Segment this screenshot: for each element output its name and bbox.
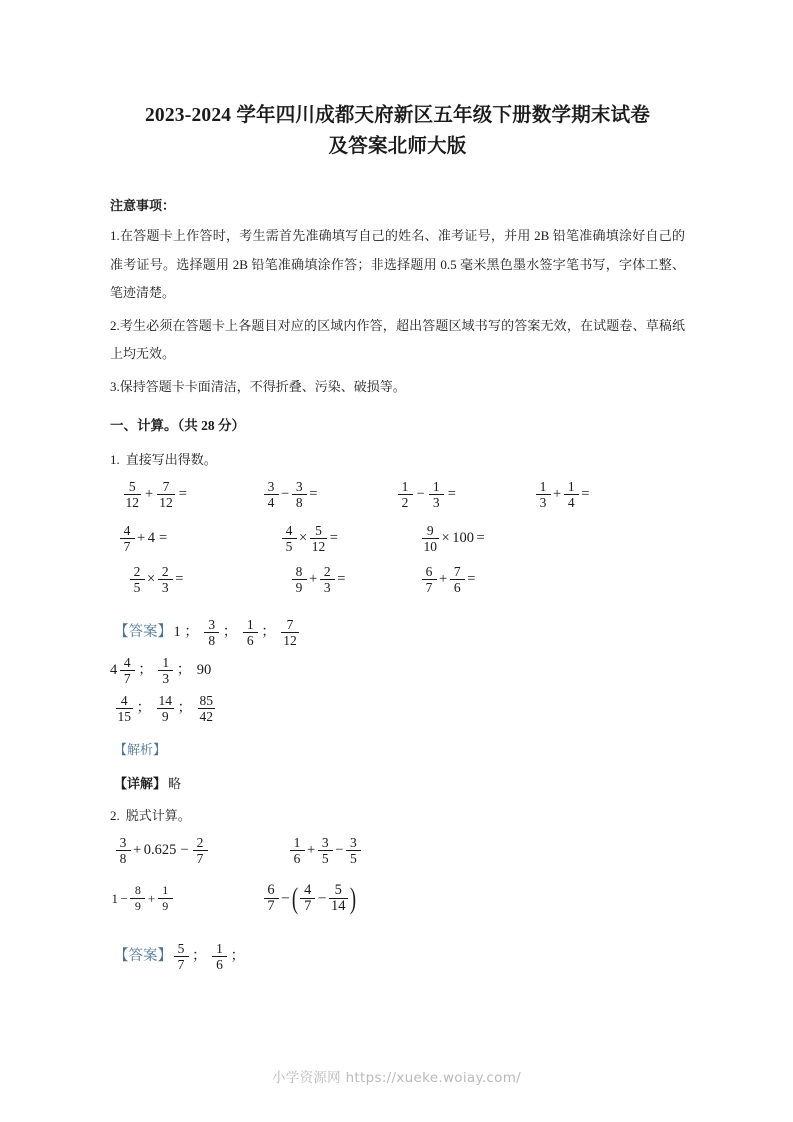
- q2-expr-1: [114, 835, 209, 866]
- fraction-denominator: 7: [123, 670, 131, 686]
- equals-sign: =: [309, 486, 318, 503]
- separator: ；: [222, 624, 238, 641]
- q1-detail-line: [110, 771, 685, 793]
- q2-expression-row-1: [110, 835, 685, 883]
- fraction-denominator: 6: [246, 632, 254, 648]
- separator: ；: [230, 948, 245, 965]
- fraction-numerator: 8: [134, 882, 141, 897]
- operator: −: [335, 842, 344, 859]
- q1-expr-7: [420, 523, 486, 554]
- answer-tag: 【答案】: [114, 624, 172, 641]
- fraction-denominator: 3: [162, 670, 170, 686]
- footer-watermark: 小学资源网 https://xueke.woiay.com/: [271, 1070, 522, 1086]
- fraction-numerator: 1: [246, 616, 254, 632]
- operator: −: [180, 842, 189, 859]
- fraction-denominator: 7: [267, 897, 275, 914]
- equals-sign: =: [447, 486, 456, 503]
- fraction: [318, 835, 333, 866]
- fraction-denominator: 12: [311, 538, 326, 554]
- fraction-denominator: 7: [123, 538, 131, 554]
- separator: ；: [176, 662, 192, 679]
- fraction: [157, 693, 175, 724]
- fraction-numerator: 4: [123, 654, 131, 670]
- equals-sign: =: [581, 486, 590, 503]
- equals-sign: =: [476, 530, 485, 547]
- q2-expression-row-2: [110, 883, 685, 933]
- fraction-numerator: 3: [267, 478, 275, 494]
- fraction: [281, 617, 299, 648]
- fraction-denominator: 10: [423, 538, 437, 554]
- decimal-operand: 0.625: [143, 842, 177, 859]
- operator: +: [307, 842, 316, 859]
- equals-sign: =: [178, 486, 187, 503]
- detail-tag: 【详解】: [114, 775, 167, 791]
- q1-expression-row-2: [110, 523, 685, 564]
- fraction-numerator: 85: [199, 692, 213, 708]
- fraction: [564, 479, 579, 510]
- q2-answer-line: [110, 941, 685, 981]
- fraction-numerator: 9: [426, 522, 434, 538]
- equals-sign: =: [175, 571, 184, 588]
- operator: −: [416, 486, 425, 503]
- operator: +: [439, 571, 448, 588]
- separator: ；: [138, 662, 153, 679]
- fraction-denominator: 14: [331, 897, 346, 914]
- mixed-number: [110, 655, 136, 686]
- page-title: [110, 0, 685, 162]
- fraction-numerator: 3: [119, 834, 127, 850]
- fraction: [157, 479, 175, 510]
- equals-sign: =: [158, 530, 168, 547]
- fraction: [120, 655, 135, 686]
- fraction: [264, 479, 279, 510]
- q1-expression-row-3: [110, 564, 685, 605]
- fraction-denominator: 8: [208, 632, 216, 648]
- fraction: [536, 479, 551, 510]
- fraction-numerator: 3: [350, 834, 357, 850]
- fraction: [158, 655, 173, 686]
- question-2-label: [110, 805, 685, 827]
- q1-answer-line-1-content: [114, 617, 300, 648]
- notice-item-3: 3.保持答题卡卡面清洁，不得折叠、污染、破损等。: [110, 378, 406, 394]
- fraction-numerator: 6: [267, 881, 275, 898]
- fraction-denominator: 15: [117, 708, 131, 724]
- fraction-denominator: 42: [199, 708, 213, 724]
- equals-sign: =: [337, 571, 346, 588]
- q1-answer-line-3: [110, 693, 685, 731]
- fraction: [450, 564, 465, 595]
- fraction: [124, 479, 142, 510]
- fraction-numerator: 7: [286, 616, 294, 632]
- fraction: [130, 883, 145, 914]
- fraction: [346, 835, 361, 866]
- q1-expr-3: [396, 479, 458, 510]
- analysis-tag: 【解析】: [114, 741, 167, 757]
- fraction-numerator: 1: [539, 478, 547, 494]
- fraction-numerator: 1: [432, 478, 440, 494]
- fraction: [116, 835, 131, 866]
- fraction: [264, 883, 279, 914]
- q1-expression-row-1: [110, 479, 685, 523]
- operand: 4: [147, 530, 155, 547]
- operator: ×: [147, 571, 156, 588]
- q2-answer-content: [114, 941, 249, 972]
- q1-answer-line-1: [110, 617, 685, 655]
- operand: 1: [111, 891, 118, 906]
- separator: ；: [261, 624, 276, 641]
- fraction-denominator: 12: [283, 632, 297, 648]
- equals-sign: =: [467, 571, 476, 588]
- fraction-denominator: 7: [196, 850, 204, 866]
- fraction-denominator: 8: [119, 850, 127, 866]
- fraction: [422, 523, 440, 554]
- fraction-denominator: 7: [425, 579, 433, 595]
- notice-item-2: 2.考生必须在答题卡上各题目对应的区域内作答，超出答题区域书写的答案无效，在试题卷、草稿纸上均无效。: [110, 317, 685, 361]
- q1-answer-line-2-content: [110, 655, 213, 686]
- answer-tag: 【答案】: [114, 948, 172, 965]
- separator: ；: [136, 700, 151, 717]
- q1-expr-10: [420, 564, 476, 595]
- fraction-numerator: 4: [285, 522, 293, 538]
- operator: +: [137, 530, 146, 547]
- fraction: [193, 835, 208, 866]
- fraction: [130, 564, 145, 595]
- fraction: [429, 479, 444, 510]
- fraction: [310, 523, 328, 554]
- fraction-numerator: 3: [321, 834, 329, 850]
- fraction-numerator: 5: [315, 522, 322, 538]
- fraction: [198, 693, 216, 724]
- title-line-1: 2023-2024 学年四川成都天府新区五年级下册数学期末试卷: [144, 105, 651, 126]
- fraction-numerator: 1: [401, 478, 409, 494]
- q2-expr-4: $\frac{6}{7}$ − ( $\frac{4}{7}$ − $\frac{5}{14}$ ): [262, 883, 357, 914]
- fraction-denominator: 3: [161, 579, 169, 595]
- fraction: [243, 617, 258, 648]
- fraction-numerator: 1: [162, 654, 170, 670]
- fraction-denominator: 5: [285, 538, 293, 554]
- fraction-denominator: 4: [267, 494, 275, 510]
- fraction-denominator: 9: [162, 898, 169, 913]
- detail-text: 略: [168, 775, 182, 791]
- fraction-denominator: 5: [133, 579, 141, 595]
- question-2-number: 2.: [110, 808, 120, 823]
- fraction-numerator: 1: [216, 940, 223, 956]
- fraction-numerator: 7: [162, 478, 170, 494]
- q1-expr-5: [118, 523, 170, 554]
- fraction-numerator: 4: [304, 881, 312, 898]
- fraction: [398, 479, 413, 510]
- fraction-numerator: 8: [295, 563, 303, 579]
- q1-expr-9: [290, 564, 346, 595]
- q1-answer-line-2: [110, 655, 685, 693]
- fraction: [120, 523, 135, 554]
- fraction-denominator: 9: [161, 708, 169, 724]
- question-1-number: 1.: [110, 452, 120, 467]
- fraction-numerator: 1: [162, 882, 169, 897]
- operand: 100: [452, 530, 474, 547]
- operator: −: [120, 891, 128, 906]
- fraction-numerator: 3: [208, 616, 216, 632]
- fraction-numerator: 2: [196, 834, 204, 850]
- section-heading: 一、计算。（共 28 分）: [110, 418, 245, 433]
- fraction-denominator: 2: [401, 494, 409, 510]
- notice-heading: 注意事项：: [110, 198, 176, 213]
- fraction-denominator: 3: [432, 494, 440, 510]
- fraction: [290, 835, 305, 866]
- title-line-2: 及答案北师大版: [328, 136, 467, 157]
- fraction: [282, 523, 297, 554]
- operator: −: [317, 889, 327, 907]
- fraction-denominator: 8: [295, 494, 303, 510]
- fraction: [158, 564, 173, 595]
- fraction-denominator: 3: [539, 494, 547, 510]
- fraction-denominator: 5: [321, 850, 329, 866]
- mixed-whole-part: 4: [110, 662, 118, 679]
- fraction: [174, 941, 189, 972]
- fraction-denominator: 7: [177, 956, 185, 972]
- operator: +: [145, 486, 154, 503]
- operator: +: [133, 842, 142, 859]
- operator: +: [553, 486, 562, 503]
- answer-value-90: 90: [196, 662, 212, 679]
- operator: −: [281, 486, 290, 503]
- fraction: [292, 564, 307, 595]
- fraction-numerator: 2: [133, 563, 141, 579]
- separator: ；: [192, 948, 207, 965]
- fraction-denominator: 6: [216, 956, 223, 972]
- separator: ；: [184, 624, 199, 641]
- q2-expr-2: [288, 835, 362, 866]
- fraction-denominator: 3: [323, 579, 331, 595]
- q1-expr-6: [280, 523, 339, 554]
- fraction: [212, 941, 227, 972]
- fraction-numerator: 5: [334, 881, 342, 898]
- question-2-prompt: 脱式计算。: [125, 808, 191, 823]
- fraction-numerator: 5: [128, 478, 136, 494]
- q1-expr-4: [534, 479, 590, 510]
- fraction-numerator: 14: [158, 692, 172, 708]
- fraction: [292, 479, 307, 510]
- operator: ×: [299, 530, 308, 547]
- fraction: [422, 564, 437, 595]
- fraction-numerator: 4: [120, 692, 128, 708]
- fraction-numerator: 5: [177, 940, 185, 956]
- fraction-numerator: 6: [425, 563, 433, 579]
- fraction-denominator: 7: [304, 897, 312, 914]
- q1-expr-1: [122, 479, 189, 510]
- fraction: [329, 883, 348, 914]
- q1-expr-8: [128, 564, 184, 595]
- fraction-denominator: 5: [350, 850, 357, 866]
- separator: ；: [177, 700, 192, 717]
- fraction-denominator: 9: [295, 579, 303, 595]
- fraction-numerator: 3: [295, 478, 303, 494]
- fraction-denominator: 9: [134, 898, 141, 913]
- fraction-numerator: 7: [453, 563, 461, 579]
- fraction-denominator: 6: [293, 850, 301, 866]
- fraction-numerator: 2: [323, 563, 331, 579]
- question-1-prompt: 直接写出得数。: [125, 452, 217, 467]
- fraction-numerator: 1: [567, 478, 575, 494]
- fraction-denominator: 12: [159, 494, 173, 510]
- operator: +: [147, 891, 156, 906]
- answer-value-1: 1: [173, 624, 181, 641]
- notice-item-1: 1.在答题卡上作答时，考生需首先准确填写自己的姓名、准考证号，并用 2B 铅笔准确填涂好自己的准考证号。选择题用 2B 铅笔准确填涂作答；非选择题用 0.5 毫米黑色墨水签字笔书写，字体工整、笔迹清楚。: [110, 228, 685, 300]
- fraction: [158, 883, 173, 914]
- fraction: [300, 883, 315, 914]
- operator: ×: [441, 530, 450, 547]
- page-content: [110, 0, 685, 981]
- fraction: [116, 693, 134, 724]
- q1-expr-2: [262, 479, 318, 510]
- fraction-numerator: 4: [123, 522, 131, 538]
- fraction: [320, 564, 335, 595]
- q1-answer-line-3-content: [114, 693, 217, 724]
- operator: −: [281, 889, 290, 907]
- fraction-denominator: 12: [125, 494, 139, 510]
- q1-answer-block: [110, 617, 685, 731]
- fraction-denominator: 4: [567, 494, 575, 510]
- fraction-denominator: 6: [453, 579, 461, 595]
- fraction: [204, 617, 219, 648]
- fraction-numerator: 1: [293, 834, 301, 850]
- q1-analysis-line: [110, 737, 685, 759]
- question-1-label: [110, 449, 685, 471]
- q2-expr-3: [110, 883, 174, 914]
- equals-sign: =: [329, 530, 338, 547]
- operator: +: [309, 571, 318, 588]
- fraction-numerator: 2: [161, 563, 169, 579]
